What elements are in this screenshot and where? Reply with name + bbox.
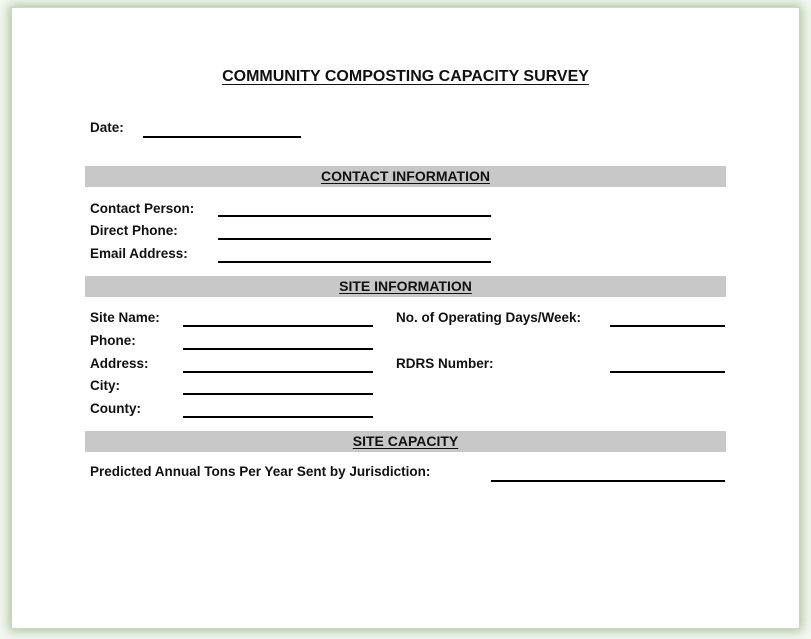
capacity-section-header bbox=[85, 431, 726, 452]
address-field[interactable] bbox=[183, 371, 373, 373]
site-name-label: Site Name: bbox=[90, 310, 160, 325]
county-field[interactable] bbox=[183, 416, 373, 418]
address-label: Address: bbox=[90, 356, 149, 371]
direct-phone-label: Direct Phone: bbox=[90, 223, 178, 238]
city-label: City: bbox=[90, 378, 120, 393]
contact-section-heading: CONTACT INFORMATION bbox=[320, 168, 490, 184]
contact-person-label: Contact Person: bbox=[90, 201, 195, 216]
date-label: Date: bbox=[90, 120, 124, 135]
date-field[interactable] bbox=[143, 136, 301, 138]
operating-days-field[interactable] bbox=[610, 325, 725, 327]
phone-label: Phone: bbox=[90, 333, 136, 348]
county-label: County: bbox=[90, 401, 141, 416]
site-section-heading: SITE INFORMATION bbox=[339, 278, 472, 294]
operating-days-label: No. of Operating Days/Week: bbox=[396, 310, 582, 325]
site-name-field[interactable] bbox=[183, 325, 373, 327]
direct-phone-field[interactable] bbox=[218, 238, 491, 240]
predicted-tons-field[interactable] bbox=[491, 480, 725, 482]
contact-person-field[interactable] bbox=[218, 215, 491, 217]
form-title: COMMUNITY COMPOSTING CAPACITY SURVEY bbox=[222, 68, 589, 85]
contact-section-header bbox=[85, 166, 726, 187]
city-field[interactable] bbox=[183, 393, 373, 395]
phone-field[interactable] bbox=[183, 348, 373, 350]
site-section-header bbox=[85, 276, 726, 297]
capacity-section-heading: SITE CAPACITY bbox=[352, 433, 459, 449]
email-label: Email Address: bbox=[90, 246, 188, 261]
email-field[interactable] bbox=[218, 261, 491, 263]
rdrs-number-label: RDRS Number: bbox=[396, 356, 494, 371]
rdrs-number-field[interactable] bbox=[610, 371, 725, 373]
predicted-tons-label: Predicted Annual Tons Per Year Sent by Jurisdiction: bbox=[90, 464, 431, 479]
